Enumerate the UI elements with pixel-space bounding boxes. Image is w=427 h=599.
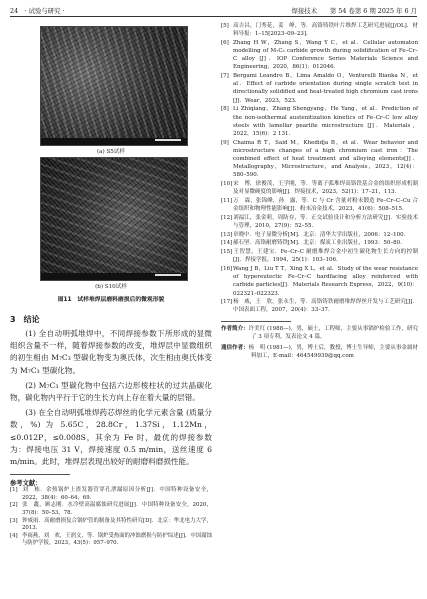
- section-title: 3 结论: [10, 315, 40, 324]
- author-bio: 作者简介：许美红 (1988—)，男，硕士，工程师，主要从事锅炉检验工作，研究了 3 项专利，发表论文 4 篇。: [221, 325, 418, 340]
- scale-bar: [41, 138, 187, 145]
- reference-item: [3] 钟威雨．高耐磨损复合锅炉管的制备及其特性研究[D]．北京：华北电力大学，2013.: [10, 517, 212, 532]
- reference-item: [5] 高吉昌，门秀花，姜 峥，等．高铬铸铁叶片堆焊工艺研究进展[J/OL]．材料导报：1–15[2023–09–23].: [221, 23, 418, 38]
- reference-item: [9] Chaima R T，Said M，Khedidja B，et al．Wear behavior and microstructure changes of a high chromium cast iron：The combined effect of heat treatment and alloying elements[J]．Metallography，Microstructure，and Analysis，2023，12(4)：580–590.: [221, 139, 418, 179]
- scale-bar: [41, 273, 187, 280]
- reference-item: [2] 张 鑫，顾志刚．水冷壁高温腐蚀研究进展[J]．中国特种设备安全，2020，37(8)：50–53，78.: [10, 502, 212, 517]
- figure-caption: 图11 试样堆焊层磨料磨损后的微观形貌: [57, 297, 165, 303]
- author-rule: [221, 321, 291, 322]
- references-rule: [10, 474, 70, 475]
- reference-item: [7] Bergami Leandro B，Lima Amaldo O，Venturelli Bianka N，et al．Effect of carbide orientation during single scratch test in directionally solidified and heat-treated high chromium cast irons [J]．Wear，2023，523.: [221, 73, 418, 104]
- reference-item: [13]章晓中．电子显微分析[M]．北京：清华大学出版社，2006：12–100.: [221, 231, 406, 238]
- corresponding-author: 通信作者：杨 明 (1981—)，男，博士后，教授，博士生导师，主要从事金属材料加工，E-mail：464549939@qq.com: [221, 345, 418, 360]
- reference-item: [1] 刘 栋．余热锅炉上渣发器管穿孔泄漏原因分析[J]．中国特种设备安全，2022，38(4)：60–64，69.: [10, 487, 212, 501]
- header-rule: [10, 16, 417, 17]
- conclusion-paragraph: (2) M₇C₃ 型碳化物中包括六边形棱柱状的过共晶碳化物，碳化物内平行于它的生长方向上存在着大量的层错。: [10, 380, 212, 403]
- journal-issue: 焊接技术 第 54 卷第 6 期 2025 年 6 月: [291, 7, 417, 15]
- subcaption-a: (a) S5试样: [96, 149, 126, 155]
- conclusion-paragraph: (1) 全自动明弧堆焊中，不同焊接参数下所形成的显微组织含量不一样，随着焊接参数的改变，堆焊层中显微组织的初生相由 M₇C₃ 型碳化物变为奥氏体，次生相由奥氏体变为 M₇C₃ 型碳化物。: [10, 329, 212, 375]
- running-header: [10, 4, 417, 18]
- reference-item: [16]Wang J B，Liu T T，Xing X L，et al．Study of the wear resistance of hypereutectic Fe–Cr–C hardfacing alloy reinforced with carbide particles[J]．Materials Research Express，2022，9(10)：022321–022323.: [221, 266, 418, 297]
- reference-item: [11]万 霖，张锦峰，孙 露，等．C 与 Cr 含量对粉末锻造 Fe–Cr–C–Cu 合金组织和物理性能影响[J]．粉末冶金技术，2023，41(6)：508–515.: [221, 197, 418, 212]
- reference-item: [10]宋 博，徐俊茂，王学刚，等．等离子弧堆焊高铬铁基合金的组织形成机制及对显微硬度的影响[J]．焊接技术，2023，52(1)：17–21，113.: [221, 180, 418, 196]
- reference-item: [15]王智慧，王建宝．Fe–Cr–C 耐磨堆焊合金中初生碳化物生长方向的控制[J]．焊接学报，1994，25(1)：103–106.: [221, 249, 418, 264]
- conclusion-paragraph: (3) 在全自动明弧堆焊药芯焊丝的化学元素含量 (质量分数，%) 为 5.65C，28.8Cr，1.37Si，1.12Mn，≤0.012P，≤0.008S，其余为 Fe 时，最优的焊接参数为：焊接电压 31 V，焊接速度 0.5 m/min，送丝速度 6 m/min。此时，堆焊层表现出较好的耐磨料磨损性能。: [10, 408, 212, 467]
- subcaption-b: (b) S10试样: [95, 284, 127, 290]
- reference-item: [12]刘福江，张金莉，周防存，等．正交试验设计和分析方法研究[J]．实验技术与管理，2010，27(9)：52–55.: [221, 214, 418, 229]
- references-heading: 参考文献：: [10, 480, 42, 488]
- reference-item: [14]郝石坚．高铬耐磨铸铁[M]．北京：煤炭工业出版社，1993：50–80.: [221, 240, 402, 247]
- micrograph-s10: [40, 157, 188, 281]
- page-number-and-section: 24 · 试验与研究 ·: [10, 7, 65, 15]
- reference-item: [4] 李雨燕，刘 欢，王润文，等．锅炉受热面的冲蚀磨损与防护综述[J]．中国腐蚀与防护学报，2023，43(5)：957–970.: [10, 532, 212, 547]
- reference-item: [17]杨 威，王 欣，张永生，等．高铬铸铁耐磨堆焊焊丝开发与工艺研究[J]．中国表面工程，2007，20(4)：33–37.: [221, 299, 418, 314]
- reference-item: [6] Zhang H W，Zhang S，Wang Y C，et al．Cellular automaton modelling of M₇C₃ carbide growth during solidification of Fe–Cr–C alloy [J]．IOP Conference Series Materials Science and Engineering，2020，86(1)：012046.: [221, 39, 418, 71]
- left-column: [10, 22, 212, 594]
- micrograph-s5: [40, 26, 188, 146]
- reference-item: [8] Li Zhiqiang，Zhang Shengyang，He Yang，et al．Prediction of the non-isothermal austenitization kinetics of Fe–Cr–C low alloy steels with lamellar pearlite microstructure [J]．Materials，2022，15(6)：2 131.: [221, 106, 418, 137]
- right-column: [221, 22, 418, 594]
